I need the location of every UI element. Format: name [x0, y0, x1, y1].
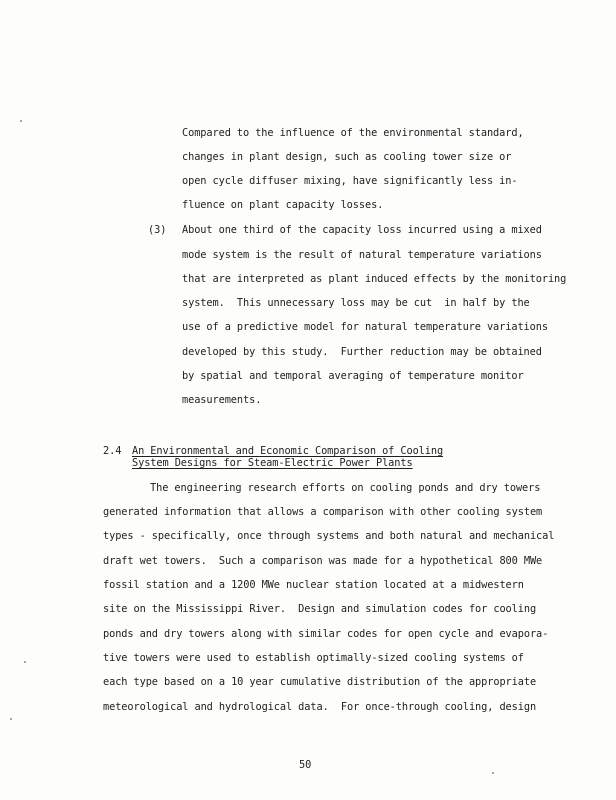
list-item-number: (3)	[148, 224, 167, 236]
scan-speck	[492, 772, 494, 774]
body-line: The engineering research efforts on cooling ponds and dry towers	[150, 482, 541, 494]
list-item-line: use of a predictive model for natural temperature variations	[182, 321, 548, 333]
paragraph-line: fluence on plant capacity losses.	[182, 199, 384, 211]
paragraph-line: changes in plant design, such as cooling tower size or	[182, 151, 512, 163]
paragraph-line: open cycle diffuser mixing, have significantly less in-	[182, 175, 518, 187]
body-line: types - specifically, once through systems and both natural and mechanical	[103, 530, 555, 542]
body-line: generated information that allows a comparison with other cooling system	[103, 506, 543, 518]
section-title-line: An Environmental and Economic Comparison of Cooling	[132, 445, 444, 457]
body-line: fossil station and a 1200 MWe nuclear station located at a midwestern	[103, 579, 524, 591]
section-title-line: System Designs for Steam-Electric Power Plants	[132, 457, 413, 469]
scan-speck	[10, 718, 12, 720]
list-item-line: by spatial and temporal averaging of temperature monitor	[182, 370, 524, 382]
body-line: draft wet towers. Such a comparison was made for a hypothetical 800 MWe	[103, 555, 543, 567]
body-line: site on the Mississippi River. Design and simulation codes for cooling	[103, 603, 537, 615]
paragraph-line: Compared to the influence of the environmental standard,	[182, 127, 524, 139]
list-item-line: that are interpreted as plant induced effects by the monitoring	[182, 273, 567, 285]
list-item-line: developed by this study. Further reduction may be obtained	[182, 346, 542, 358]
list-item-line: About one third of the capacity loss incurred using a mixed	[182, 224, 542, 236]
list-item-line: system. This unnecessary loss may be cut in half by the	[182, 297, 530, 309]
page-number: 50	[299, 759, 312, 771]
scan-speck	[20, 120, 22, 122]
body-line: ponds and dry towers along with similar codes for open cycle and evapora-	[103, 628, 549, 640]
list-item-line: mode system is the result of natural temperature variations	[182, 249, 542, 261]
body-line: each type based on a 10 year cumulative distribution of the appropriate	[103, 676, 537, 688]
scan-speck	[24, 661, 26, 663]
section-number: 2.4	[103, 445, 122, 457]
body-line: tive towers were used to establish optimally-sized cooling systems of	[103, 652, 524, 664]
body-line: meteorological and hydrological data. For once-through cooling, design	[103, 701, 537, 713]
list-item-line: measurements.	[182, 394, 262, 406]
